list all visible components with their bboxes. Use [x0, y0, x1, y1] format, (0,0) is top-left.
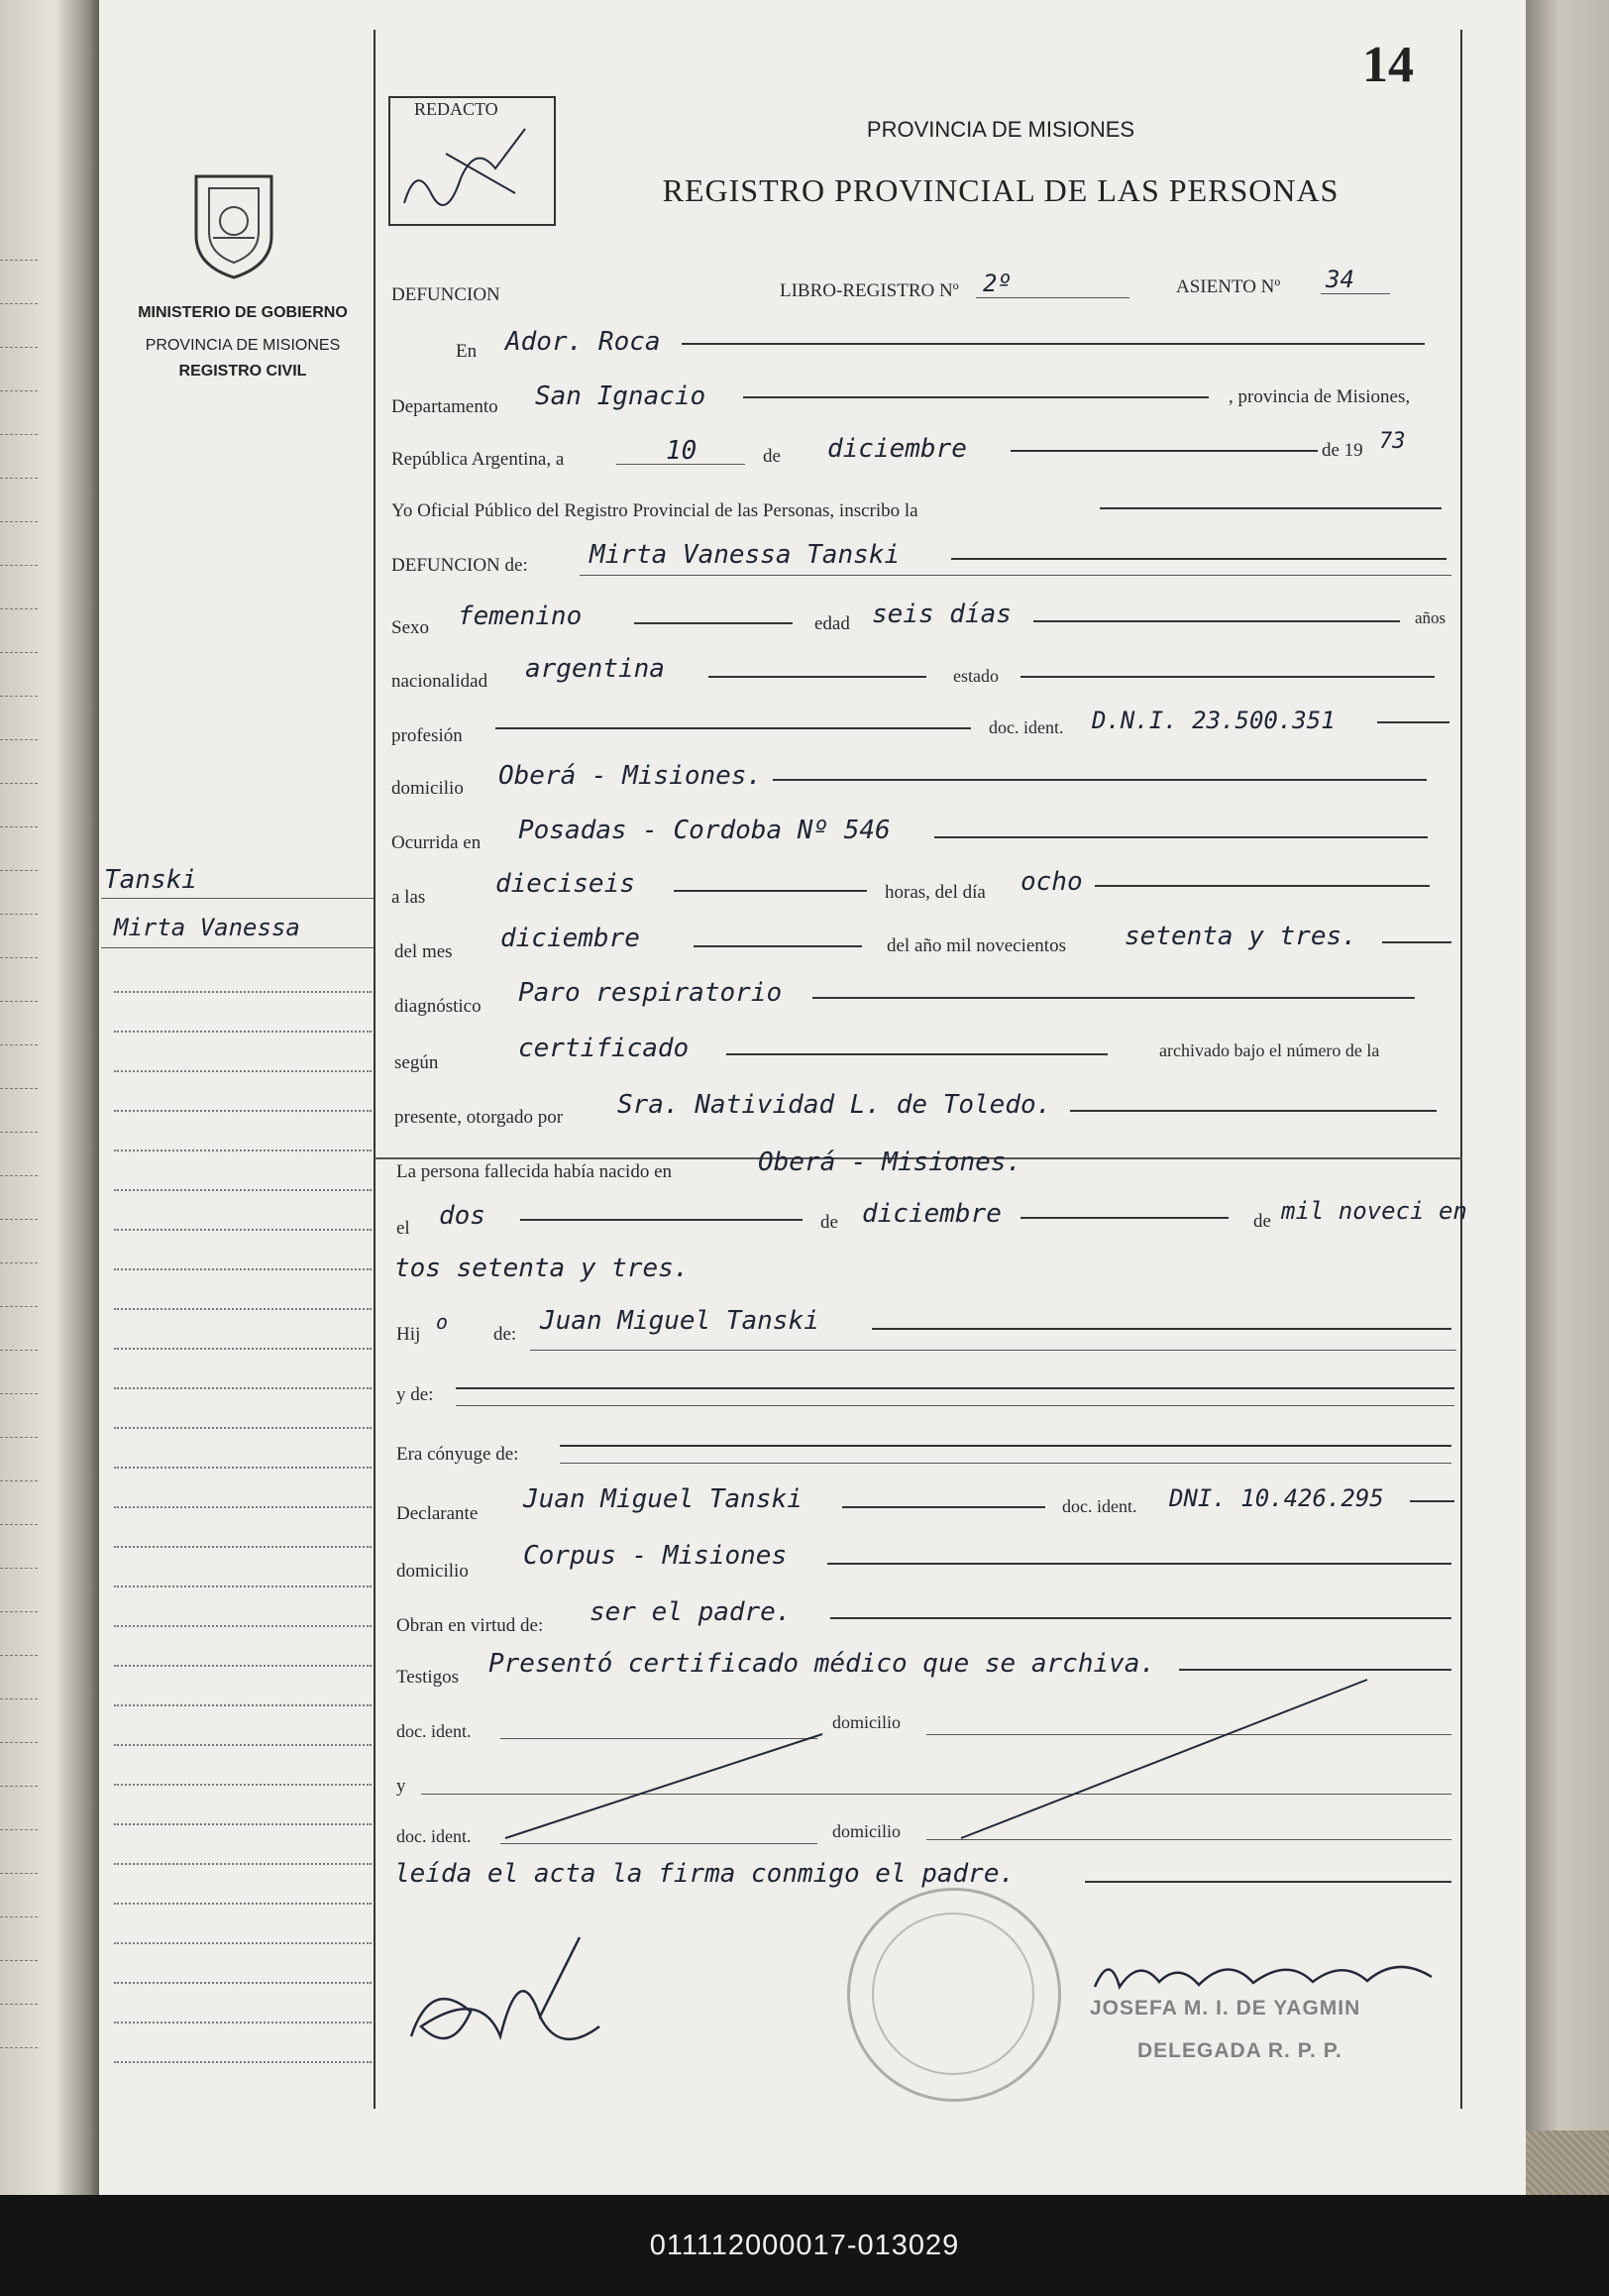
asiento-value: 34: [1326, 266, 1354, 293]
closing-statement: leída el acta la firma conmigo el padre.: [394, 1859, 1016, 1889]
diagnostico-label: diagnóstico: [394, 996, 482, 1017]
sidebar-province: PROVINCIA DE MISIONES: [145, 337, 341, 354]
del-mes-label: del mes: [394, 941, 453, 962]
defuncion-label: DEFUNCION: [391, 284, 500, 305]
segun-label: según: [394, 1052, 439, 1073]
nacionalidad-label: nacionalidad: [391, 671, 488, 692]
declarant-signature: [391, 1917, 629, 2076]
de-label: de: [763, 446, 781, 467]
nac-anio-1-value: mil noveci en: [1281, 1197, 1467, 1225]
de-19-label: de 19: [1322, 440, 1363, 461]
margin-note-name: Mirta Vanessa: [114, 914, 300, 941]
delegate-title: DELEGADA R. P. P.: [1137, 2039, 1342, 2062]
domicilio-label: domicilio: [391, 778, 464, 799]
declarante-label: Declarante: [396, 1503, 479, 1524]
declarante-doc-value: DNI. 10.426.295: [1169, 1484, 1384, 1512]
nacionalidad-value: argentina: [525, 654, 665, 684]
page-number: 14: [1362, 37, 1414, 93]
del-ano-label: del año mil novecientos: [887, 935, 1066, 956]
padre-value: Juan Miguel Tanski: [540, 1306, 819, 1336]
en-label: En: [456, 341, 478, 362]
witness-cross-out-lines: [495, 1675, 1387, 1873]
ministry-heading: MINISTERIO DE GOBIERNO: [138, 304, 348, 321]
testigo2-domicilio-label: domicilio: [832, 1821, 901, 1841]
declarante-value: Juan Miguel Tanski: [523, 1484, 803, 1514]
testigo-y-label: y: [396, 1776, 406, 1797]
obran-value: ser el padre.: [590, 1597, 792, 1627]
scan-identifier: 011112000017-013029: [0, 2195, 1609, 2296]
departamento-label: Departamento: [391, 396, 498, 417]
hij-label: Hij: [396, 1324, 421, 1345]
archivado-label: archivado bajo el número de la: [1159, 1040, 1380, 1060]
sexo-label: Sexo: [391, 617, 429, 638]
defuncion-de-label: DEFUNCION de:: [391, 555, 528, 576]
redacto-initials: [396, 124, 545, 218]
year-value: 73: [1379, 429, 1406, 454]
domicilio-value: Oberá - Misiones.: [498, 761, 763, 791]
ocurrida-value: Posadas - Cordoba Nº 546: [518, 816, 891, 845]
declarante-doc-label: doc. ident.: [1062, 1496, 1137, 1516]
republica-label: República Argentina, a: [391, 449, 565, 470]
conyuge-label: Era cónyuge de:: [396, 1444, 519, 1465]
provincia-text: , provincia de Misiones,: [1229, 386, 1411, 407]
sidebar-office: REGISTRO CIVIL: [178, 363, 307, 380]
day-value: 10: [666, 436, 697, 466]
declarante-domicilio-value: Corpus - Misiones: [523, 1541, 788, 1571]
delegate-name: JOSEFA M. I. DE YAGMIN: [1090, 1997, 1361, 2020]
official-stamp: [847, 1888, 1061, 2102]
nac-de-label: de: [820, 1212, 838, 1233]
hijo-suffix: o: [436, 1310, 449, 1334]
coat-of-arms-emblem: [181, 166, 286, 285]
nacido-en-label: La persona fallecida había nacido en: [396, 1161, 672, 1182]
sexo-value: femenino: [458, 601, 583, 631]
presente-label: presente, otorgado por: [394, 1107, 564, 1128]
nacido-en-value: Oberá - Misiones.: [758, 1148, 1022, 1177]
registry-title: REGISTRO PROVINCIAL DE LAS PERSONAS: [662, 172, 1340, 208]
dia-muerte-value: ocho: [1020, 867, 1083, 897]
nac-mes-value: diciembre: [862, 1199, 1002, 1229]
ocurrida-label: Ocurrida en: [391, 832, 482, 853]
nac-de-2-label: de: [1253, 1211, 1271, 1232]
doc-ident-value: D.N.I. 23.500.351: [1092, 707, 1336, 734]
hora-value: dieciseis: [495, 869, 635, 899]
month-value: diciembre: [827, 434, 967, 464]
otorgado-value: Sra. Natividad L. de Toledo.: [617, 1090, 1052, 1120]
deceased-name: Mirta Vanessa Tanski: [590, 540, 901, 570]
province-title: PROVINCIA DE MISIONES: [866, 117, 1135, 142]
redacto-label: REDACTO: [414, 99, 498, 119]
oficial-text: Yo Oficial Público del Registro Provincial de las Personas, inscribo la: [391, 500, 918, 521]
testigos-label: Testigos: [396, 1667, 460, 1688]
horas-label: horas, del día: [885, 882, 986, 903]
testigo1-doc-label: doc. ident.: [396, 1721, 472, 1741]
estado-label: estado: [953, 666, 999, 686]
testigo1-domicilio-label: domicilio: [832, 1712, 901, 1732]
page-edge-shadow: [1526, 0, 1609, 2195]
libro-value: 2º: [983, 270, 1012, 297]
testigos-value: Presentó certificado médico que se archiva.: [488, 1649, 1156, 1679]
nac-dia-value: dos: [439, 1201, 485, 1231]
obran-label: Obran en virtud de:: [396, 1615, 544, 1636]
doc-ident-label: doc. ident.: [989, 717, 1064, 737]
edad-label: edad: [814, 613, 850, 634]
diagnostico-value: Paro respiratorio: [518, 978, 783, 1008]
a-las-label: a las: [391, 887, 426, 908]
en-value: Ador. Roca: [505, 327, 661, 357]
edad-value: seis días: [872, 600, 1012, 629]
nac-anio-2-value: tos setenta y tres.: [394, 1254, 690, 1283]
profesion-label: profesión: [391, 725, 463, 746]
anos-label: años: [1415, 608, 1447, 627]
libro-label: LIBRO-REGISTRO Nº: [780, 280, 959, 301]
asiento-label: ASIENTO Nº: [1176, 276, 1281, 297]
anio-muerte-value: setenta y tres.: [1125, 922, 1357, 951]
el-label: el: [396, 1218, 410, 1239]
segun-value: certificado: [518, 1034, 690, 1063]
book-binding: [0, 0, 99, 2195]
departamento-value: San Ignacio: [535, 382, 706, 411]
declarante-domicilio-label: domicilio: [396, 1561, 469, 1582]
testigo2-doc-label: doc. ident.: [396, 1826, 472, 1846]
hij-de-label: de:: [493, 1324, 517, 1345]
y-de-label: y de:: [396, 1384, 434, 1405]
mes-muerte-value: diciembre: [500, 924, 640, 953]
margin-note-surname: Tanski: [104, 865, 197, 895]
